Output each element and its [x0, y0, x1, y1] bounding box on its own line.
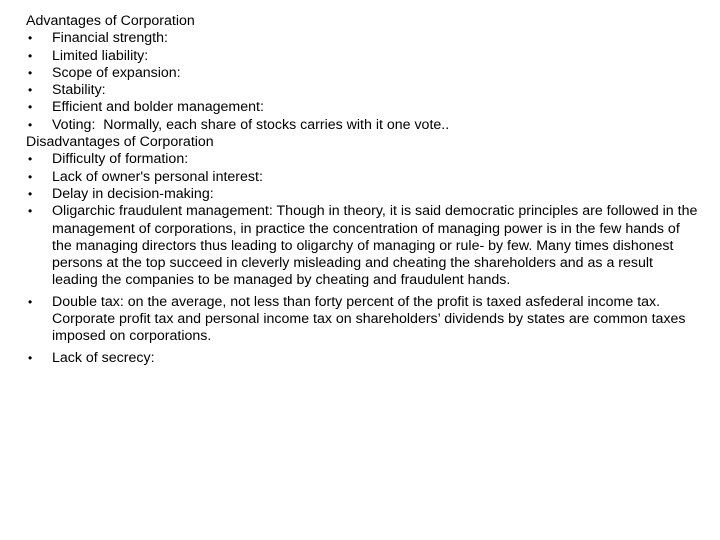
item-desc: Normally, each share of stocks carries with it one vote..	[95, 116, 450, 133]
bullet-icon: •	[28, 31, 33, 46]
item-term: Scope of expansion:	[52, 64, 181, 81]
item-term: Lack of secrecy:	[52, 349, 155, 366]
list-item	[26, 350, 698, 367]
bullet-icon: •	[28, 186, 33, 201]
list-item	[26, 169, 698, 186]
item-desc: on the average, not less than forty percent of the profit is taxed asfederal income tax. Corporate profit tax and personal income tax on shareholders’ dividends by states are common taxes imposed on corporations.	[52, 293, 686, 345]
item-desc: Though in theory, it is said democratic principles are followed in the management of corporations, in practice the concentration of managing power is in the few hands of the managing directors thus leading to oligarchy of managing or rule- by few. Many times dishonest persons at the top succeed in cleverly misleading and cheating the shareholders and as a result leading the companies to be managed by cheating and fraudulent hands.	[52, 203, 698, 289]
bullet-icon: •	[28, 204, 33, 219]
bullet-icon: •	[28, 83, 33, 98]
advantages-heading: Advantages of Corporation	[26, 13, 195, 29]
list-item	[26, 151, 698, 168]
item-term: Difficulty of formation:	[52, 151, 189, 168]
list-item	[26, 117, 698, 134]
list-item	[26, 203, 698, 289]
bullet-icon: •	[28, 100, 33, 115]
item-term: Limited liability:	[52, 47, 149, 64]
list-item	[26, 82, 698, 99]
bullet-icon: •	[28, 294, 33, 309]
item-term: Oligarchic fraudulent management:	[52, 203, 273, 220]
list-item	[26, 186, 698, 203]
advantages-list	[26, 30, 698, 134]
bullet-icon: •	[28, 48, 33, 63]
item-term: Delay in decision-making:	[52, 185, 214, 202]
disadvantages-list	[26, 151, 698, 367]
list-item	[26, 30, 698, 47]
bullet-icon: •	[28, 65, 33, 80]
list-item	[26, 294, 698, 346]
bullet-icon: •	[28, 350, 33, 365]
item-term: Double tax:	[52, 293, 124, 310]
slide-content	[26, 13, 698, 367]
disadvantages-heading: Disadvantages of Corporation	[26, 134, 214, 151]
item-term: Financial strength:	[52, 30, 168, 47]
item-term: Efficient and bolder management:	[52, 99, 264, 116]
item-term: Voting:	[52, 116, 96, 133]
bullet-icon: •	[28, 169, 33, 184]
list-item	[26, 99, 698, 116]
item-term: Stability:	[52, 82, 106, 99]
list-item	[26, 65, 698, 82]
bullet-icon: •	[28, 152, 33, 167]
list-item	[26, 48, 698, 65]
item-term: Lack of owner's personal interest:	[52, 168, 263, 185]
bullet-icon: •	[28, 117, 33, 132]
